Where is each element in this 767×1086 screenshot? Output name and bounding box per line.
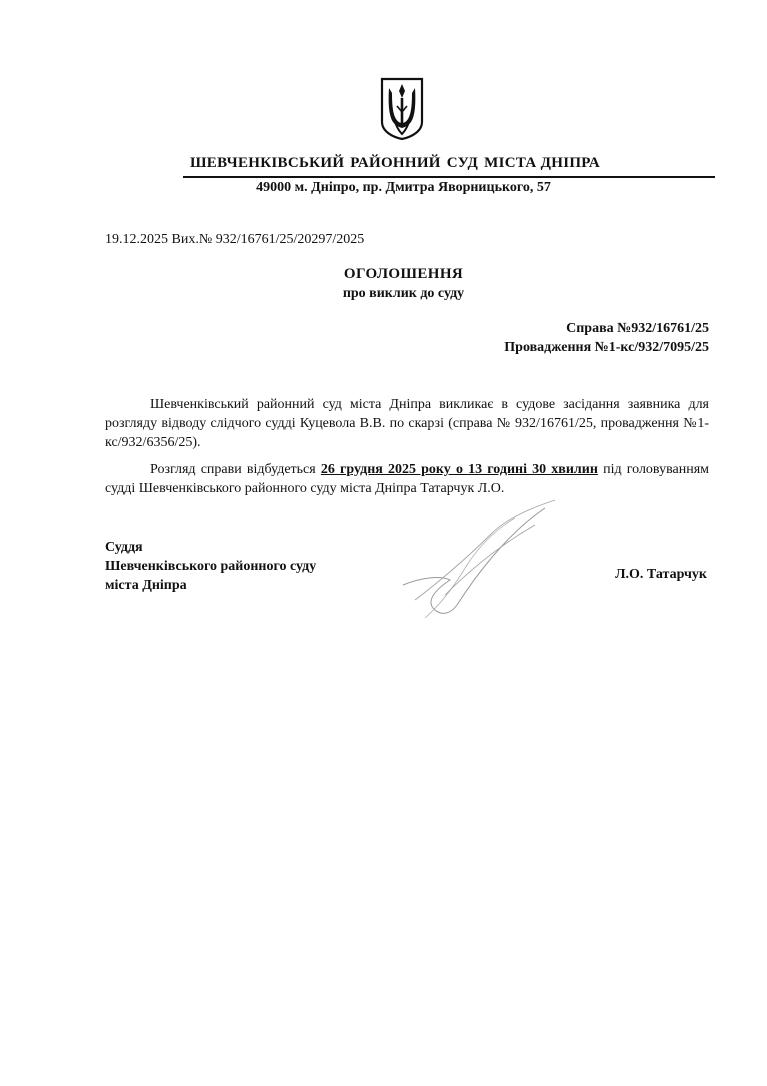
case-numbers — [504, 319, 709, 357]
judge-name: Л.О. Татарчук — [615, 567, 707, 582]
court-name-part: СУД — [446, 155, 479, 171]
court-name-part: МІСТА ДНІПРА — [484, 155, 600, 171]
signer-line: Суддя — [105, 540, 143, 555]
document-title-text: ОГОЛОШЕННЯ — [343, 266, 464, 282]
hearing-text-after: під головуванням судді Шевченківського районного суду міста Дніпра Татарчук Л.О. — [105, 462, 709, 496]
proceeding-number: Провадження №1-кс/932/7095/25 — [504, 340, 709, 355]
signer-title — [105, 538, 316, 595]
outgoing-reference: 19.12.2025 Вих.№ 932/16761/25/20297/2025 — [105, 232, 365, 247]
court-address — [0, 180, 767, 196]
header-divider — [183, 176, 715, 178]
summons-paragraph: Шевченківський районний суд міста Дніпра викликає в судове засідання заявника для розгляду відводу слідчого судді Куцевола В.В. по скарзі (справа № 932/16761/25, провадження №1-кс/932/6356/25). — [105, 397, 709, 450]
hearing-text-before: Розгляд справи відбудеться — [150, 462, 321, 477]
court-name — [190, 155, 600, 172]
signer-line: міста Дніпра — [105, 578, 187, 593]
handwritten-signature-icon — [395, 490, 565, 630]
document-subtitle-text: про виклик до суду — [342, 286, 465, 301]
trident-icon — [379, 76, 425, 140]
court-address-text: 49000 м. Дніпро, пр. Дмитра Яворницького, 57 — [256, 180, 551, 195]
court-name-part: РАЙОННИЙ — [350, 155, 441, 171]
signer-line: Шевченківського районного суду — [105, 559, 317, 574]
document-title — [0, 266, 767, 283]
hearing-datetime: 26 грудня 2025 року о 13 годині 30 хвилин — [320, 462, 598, 477]
case-number: Справа №932/16761/25 — [566, 321, 709, 336]
document-subtitle — [0, 286, 767, 302]
court-name-part: ШЕВЧЕНКІВСЬКИЙ — [190, 155, 345, 171]
